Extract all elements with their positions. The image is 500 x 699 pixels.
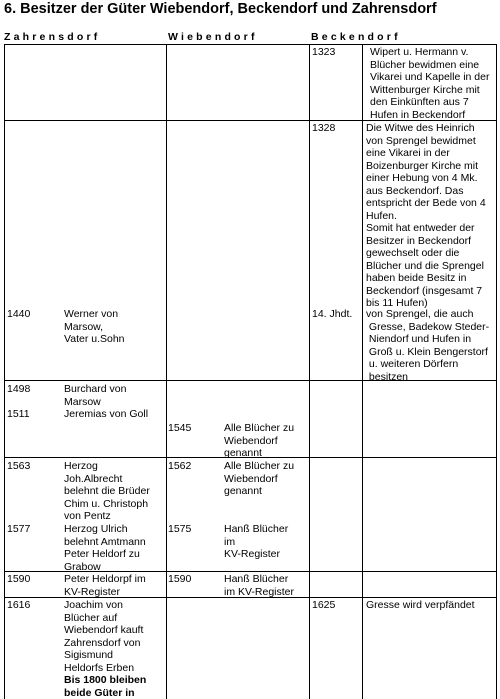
entry-text: Die Witwe des Heinrich von Sprengel bewidmet eine Vikarei in der Boizenburger Kirche mit einer Hebung von 4 Mk. aus Beckendorf. Das entspricht der Bede von 4 Hufen. Somit hat entweder der Besitzer in Beckendorf gewechselt oder die Blücher und die Sprengel haben beide Besitz in Beckendorf (insgesamt 7 bis 11 Hufen): [366, 122, 486, 309]
year-cell: 1328: [312, 122, 336, 134]
column-header-wiebendorf: Wiebendorf: [168, 31, 258, 43]
entry-text: Herzog Ulrich belehnt Amtmann Peter Heldorf zu Grabow: [64, 523, 146, 573]
year-cell: 1323: [312, 46, 336, 58]
entry-text: Burchard von Marsow: [64, 383, 127, 408]
page-title: 6. Besitzer der Güter Wiebendorf, Beckendorf und Zahrensdorf: [4, 1, 437, 17]
column-divider: [309, 44, 310, 699]
entry-text: Alle Blücher zu Wiebendorf genannt: [224, 422, 295, 459]
year-cell: 1590: [168, 573, 192, 585]
year-cell: 1545: [168, 422, 192, 434]
column-divider: [362, 44, 363, 699]
year-cell: 1562: [168, 460, 192, 472]
year-cell: 1590: [7, 573, 31, 585]
entry-text: von Sprengel, die auch Gresse, Badekow Steder- Niendorf und Hufen in Groß u. Klein Bengerstorf u. weiteren Dörfern besitzen: [366, 308, 490, 383]
entry-text: Herzog Joh.Albrecht belehnt die Brüder Chim u. Christoph von Pentz: [64, 460, 150, 522]
entry-text: Wipert u. Hermann v. Blücher bewidmen eine Vikarei und Kapelle in der Wittenburger Kirche mit den Einkünften aus 7 Hufen in Beckendorf: [370, 46, 490, 121]
table-border-left: [4, 44, 5, 699]
year-cell: 1625: [312, 599, 336, 611]
entry-text: Hanß Blücher im KV-Register: [224, 523, 289, 560]
year-cell: 14. Jhdt.: [312, 308, 353, 320]
entry-text: Gresse wird verpfändet: [366, 599, 475, 611]
entry-text: Jeremias von Goll: [64, 408, 149, 420]
year-cell: 1511: [7, 408, 30, 420]
year-cell: 1577: [7, 523, 31, 535]
entry-text: Alle Blücher zu Wiebendorf genannt: [224, 460, 295, 497]
year-cell: 1440: [7, 308, 31, 320]
column-header-beckendorf: Beckendorf: [311, 31, 401, 43]
entry-text: Joachim von Blücher auf Wiebendorf kauft Zahrensdorf von Sigismund Heldorfs Erben: [64, 599, 144, 674]
year-cell: 1563: [7, 460, 31, 472]
year-cell: 1616: [7, 599, 31, 611]
entry-text: Hanß Blücher im KV-Register: [224, 573, 295, 598]
table-border-top: [4, 44, 497, 45]
column-divider: [166, 44, 167, 699]
year-cell: 1575: [168, 523, 192, 535]
table-border-right: [496, 44, 497, 699]
entry-text: Peter Heldorpf im KV-Register: [64, 573, 146, 598]
entry-text-bold: Bis 1800 bleiben beide Güter in: [64, 674, 147, 699]
entry-text: Werner von Marsow, Vater u.Sohn: [64, 308, 125, 345]
year-cell: 1498: [7, 383, 31, 395]
column-header-zahrensdorf: Zahrensdorf: [4, 31, 101, 43]
